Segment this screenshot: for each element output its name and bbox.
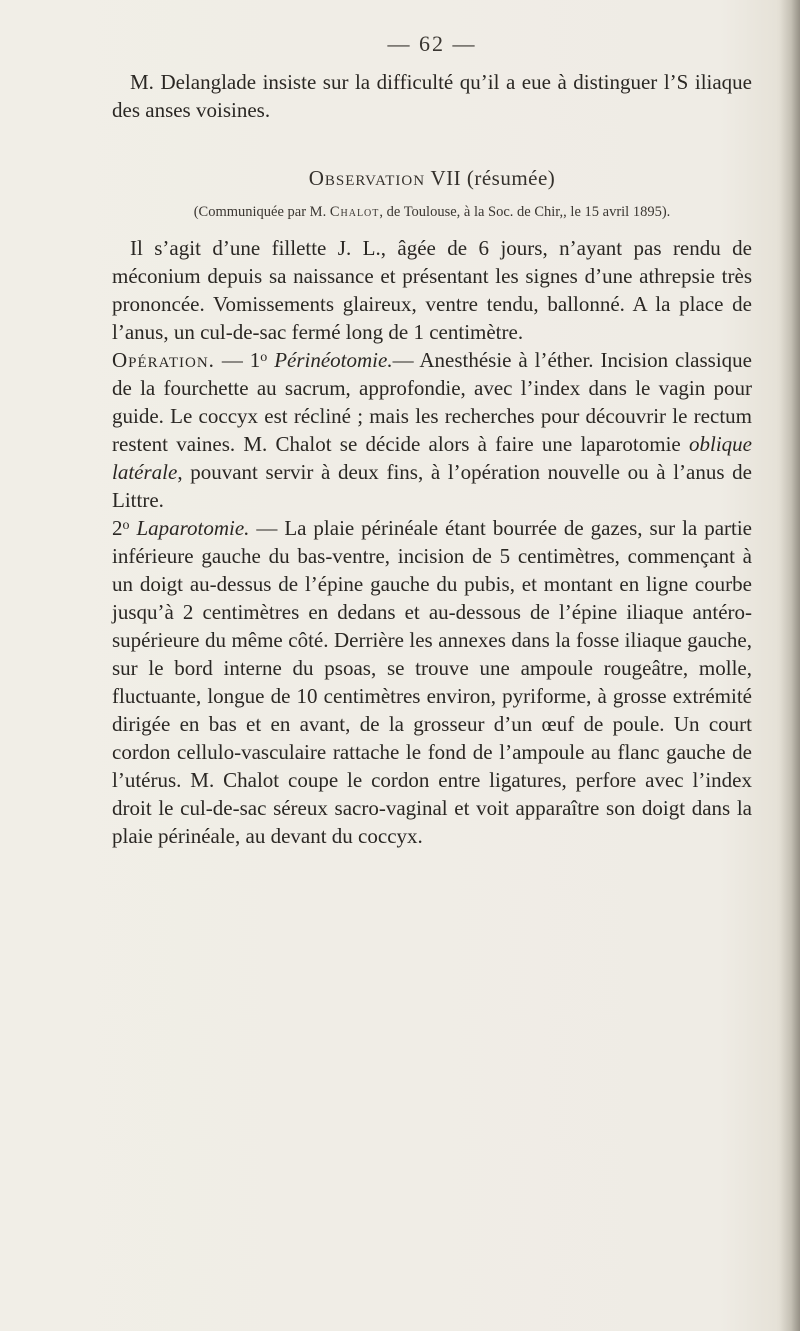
case-paragraph: Il s’agit d’une fillette J. L., âgée de 6 jours, n’ayant pas rendu de méconium depuis sa naissance et présentant les signes d’une athrepsie très prononcée. Vomissements glaireux, ventre tendu, ballonné. A la place de l’anus, un cul-de-sac fermé long de 1 centimètre. bbox=[112, 236, 752, 344]
observation-heading-prefix: Observation bbox=[308, 166, 426, 190]
observation-heading-number: VII bbox=[430, 166, 462, 190]
step1-text-b: , pouvant servir à deux fins, à l’opération nouvelle ou à l’anus de Littre. bbox=[112, 460, 752, 512]
step1-degree: o bbox=[260, 350, 268, 365]
page-text-block bbox=[112, 30, 752, 850]
operation-step2-paragraph bbox=[112, 514, 752, 850]
operation-label: Opération. bbox=[112, 348, 215, 372]
communique-name: Chalot bbox=[329, 204, 380, 220]
step1-text-a: — Anesthésie à l’éther. Incision classique de la fourchette au sacrum, approfondie, avec l’index dans le vagin pour guide. Le coccyx est récliné ; mais les recherches pour découvrir le rectum restent vaines. M. Chalot se décide alors à faire une laparotomie bbox=[112, 348, 753, 456]
step1-title: Périnéotomie. bbox=[274, 348, 393, 372]
step2-title: Laparotomie. bbox=[136, 516, 250, 540]
page-edge-shadow bbox=[780, 0, 800, 1331]
communique-line bbox=[112, 202, 752, 222]
communique-suffix: , de Toulouse, à la Soc. de Chir,, le 15 avril 1895). bbox=[379, 204, 671, 220]
observation-heading bbox=[112, 164, 752, 192]
operation-dash: — bbox=[214, 348, 250, 372]
step2-number: 2 bbox=[112, 516, 123, 540]
step2-degree: o bbox=[122, 518, 130, 533]
step1-number: 1 bbox=[249, 348, 261, 372]
intro-paragraph: M. Delanglade insiste sur la difficulté qu’il a eue à distinguer l’S iliaque des anses voisines. bbox=[112, 70, 752, 122]
page-number: — 62 — bbox=[387, 31, 477, 56]
step1-italic-oblique: oblique latérale bbox=[112, 432, 752, 484]
operation-step1-paragraph bbox=[112, 346, 752, 514]
observation-heading-suffix: (résumée) bbox=[466, 166, 556, 190]
step2-text: — La plaie périnéale étant bourrée de gazes, sur la partie inférieure gauche du bas-ventre, incision de 5 centimètres, commençant à un doigt au-dessus de l’épine gauche du pubis, et montant en ligne courbe jusqu’à 2 centimètres en dedans et au-dessous de l’épine iliaque antéro-supérieure du même côté. Derrière les annexes dans la fosse iliaque gauche, sur le bord interne du psoas, se trouve une ampoule rougeâtre, molle, fluctuante, longue de 10 centimètres environ, pyriforme, à grosse extrémité dirigée en bas et en avant, de la grosseur d’un œuf de poule. Un court cordon cellulo-vasculaire rattache le fond de l’ampoule au flanc gauche de l’utérus. M. Chalot coupe le cordon entre ligatures, perfore avec l’index droit le cul-de-sac séreux sacro-vaginal et voit apparaître son doigt dans la plaie périnéale, au devant du coccyx. bbox=[112, 516, 752, 848]
communique-prefix: (Communiquée par M. bbox=[193, 204, 327, 220]
